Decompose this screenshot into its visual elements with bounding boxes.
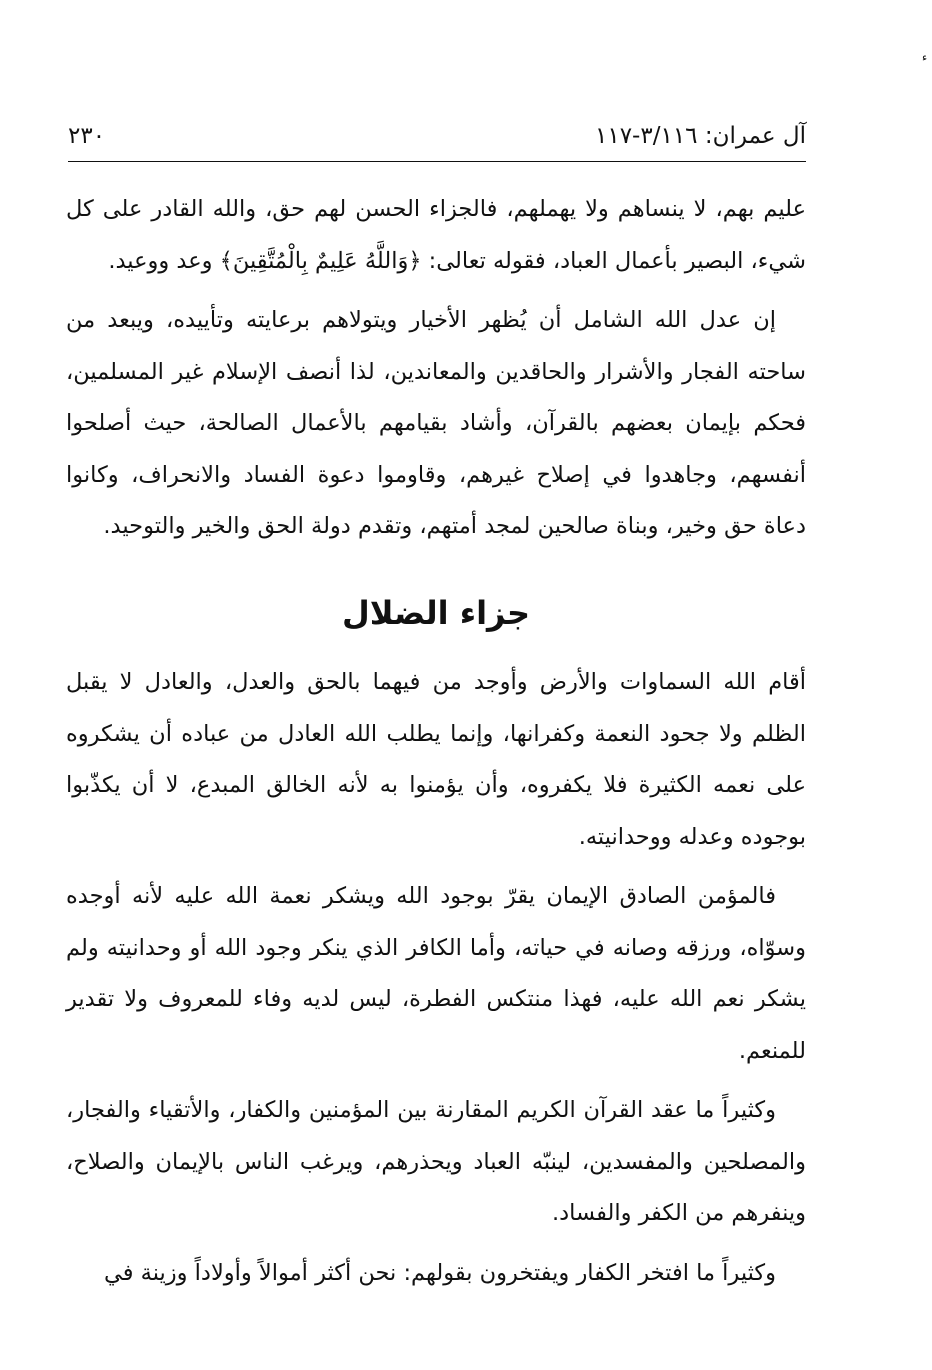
text-block-upper xyxy=(66,184,806,561)
page-number: ٢٣٠ xyxy=(68,123,106,149)
paragraph-text: وعد ووعيد. xyxy=(108,247,220,274)
header-rule xyxy=(68,161,806,162)
quran-quote: ﴿وَاللَّهُ عَلِيمٌ بِالْمُتَّقِينَ﴾ xyxy=(219,247,422,274)
paragraph: أقام الله السماوات والأرض وأوجد من فيهما بالحق والعدل، والعادل لا يقبل الظلم ولا جحود النعمة وكفرانها، وإنما يطلب الله العادل من عباده أن يشكروه على نعمه الكثيرة فلا يكفروه، وأن يؤمنوا به لأنه الخالق المبدع، لا أن يكذّبوا بوجوده وعدله ووحدانيته. xyxy=(66,669,806,850)
corner-mark: ء xyxy=(922,51,928,64)
paragraph: وكثيراً ما افتخر الكفار ويفتخرون بقولهم: نحن أكثر أموالاً وأولاداً وزينة في xyxy=(104,1259,776,1286)
text-block-lower xyxy=(66,657,806,1307)
section-heading: جزاء الضلال xyxy=(341,594,530,632)
paragraph-text: عليم بهم، لا ينساهم ولا يهملهم، فالجزاء الحسن لهم حق، والله القادر على كل شيء، البصير بأعمال العباد، فقوله تعالى: xyxy=(66,196,806,274)
running-header xyxy=(68,118,806,158)
paragraph: وكثيراً ما عقد القرآن الكريم المقارنة بين المؤمنين والكفار، والأتقياء والفجار، والمصلحين والمفسدين، لينبّه العباد ويحذرهم، ويرغب الناس بالإيمان والصلاح، وينفرهم من الكفر والفساد. xyxy=(66,1097,806,1226)
paragraph: إن عدل الله الشامل أن يُظهر الأخيار ويتولاهم برعايته وتأييده، ويبعد من ساحته الفجار والأشرار والحاقدين والمعاندين، لذا أنصف الإسلام غير المسلمين، فحكم بإيمان بعضهم بالقرآن، وأشاد بقيامهم بالأعمال الصالحة، حيث أصلحوا أنفسهم، وجاهدوا في إصلاح غيرهم، وقاوموا دعوة الفساد والانحراف، وكانوا دعاة حق وخير، وبناة صالحين لمجد أمتهم، وتقدم دولة الحق والخير والتوحيد. xyxy=(66,307,806,539)
paragraph: فالمؤمن الصادق الإيمان يقرّ بوجود الله ويشكر نعمة الله عليه لأنه أوجده وسوّاه، ورزقه وصانه في حياته، وأما الكافر الذي ينكر وجود الله أو وحدانيته ولم يشكر نعم الله عليه، فهذا منتكس الفطرة، ليس لديه وفاء للمعروف ولا تقدير للمنعم. xyxy=(66,883,806,1064)
chapter-reference: آل عمران: ٣/١١٦-١١٧ xyxy=(594,123,806,149)
paragraph xyxy=(66,184,806,287)
